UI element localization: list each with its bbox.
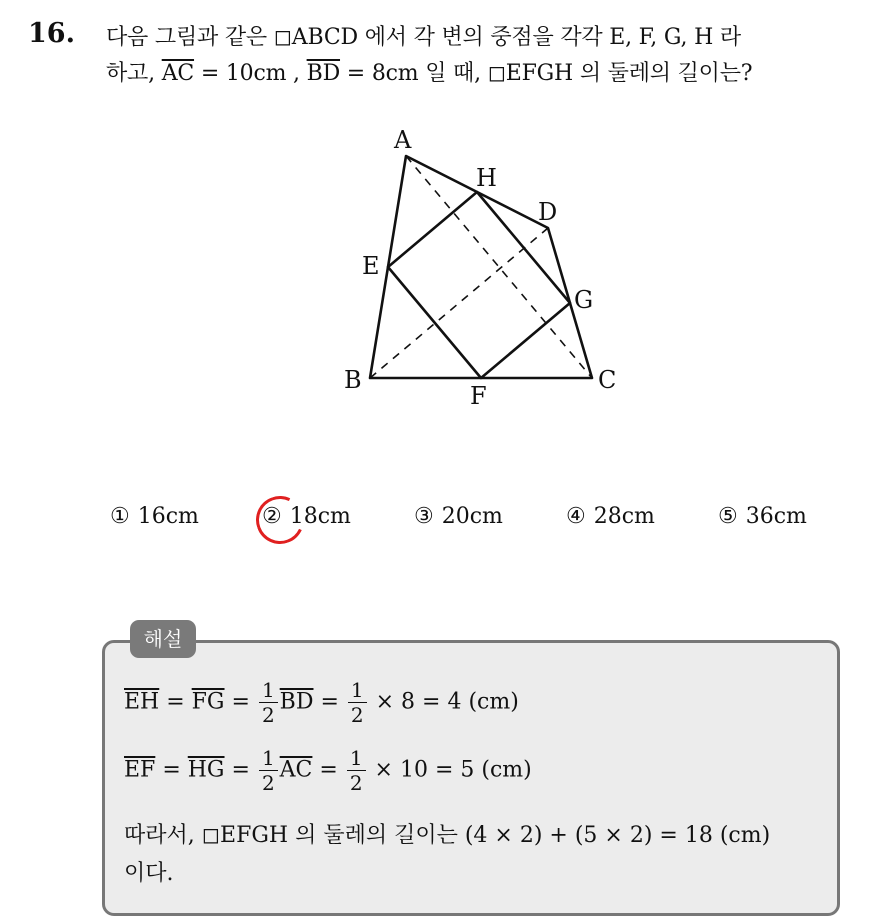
segment-eh: $\overline{EH}$ xyxy=(124,689,160,715)
segment-ac: $\overline{AC}$ xyxy=(161,61,195,86)
choice-text: 18cm xyxy=(289,504,351,529)
fraction-half xyxy=(259,748,278,793)
choice-3[interactable] xyxy=(414,504,503,529)
question-number: 16. xyxy=(28,18,75,49)
label-d: D xyxy=(538,198,558,226)
segment-fg: $\overline{FG}$ xyxy=(191,689,225,715)
label-e: E xyxy=(362,252,380,280)
solution-line-2 xyxy=(124,748,532,793)
numerator: 1 xyxy=(259,680,278,703)
label-a: A xyxy=(394,126,412,154)
segment-hg: $\overline{HG}$ xyxy=(187,757,225,783)
text-segment: = xyxy=(312,757,345,783)
choice-number: ⑤ xyxy=(718,504,738,529)
choice-number: ① xyxy=(110,504,130,529)
text-segment: = xyxy=(224,757,257,783)
label-b: B xyxy=(344,366,362,394)
text-segment: × 8 = 4 (cm) xyxy=(368,689,519,715)
choice-number: ④ xyxy=(566,504,586,529)
answer-mark-circle xyxy=(249,489,311,551)
label-h: H xyxy=(476,164,497,192)
label-c: C xyxy=(598,366,617,394)
denominator: 2 xyxy=(350,703,364,727)
solution-line-1 xyxy=(124,680,519,725)
text-segment: = xyxy=(313,689,346,715)
solution-line-3: 따라서, ◻EFGH 의 둘레의 길이는 (4 × 2) + (5 × 2) = 18 (cm) xyxy=(124,823,771,848)
question-text-line2 xyxy=(106,56,752,87)
segment-bd: $\overline{BD}$ xyxy=(279,689,314,715)
choice-5[interactable] xyxy=(718,504,807,529)
fraction-half xyxy=(347,748,366,793)
choice-number: ② xyxy=(262,504,282,529)
text-segment: = xyxy=(155,757,188,783)
text-segment: = 8cm 일 때, ◻EFGH 의 둘레의 길이는? xyxy=(340,61,753,86)
label-f: F xyxy=(470,382,487,410)
label-g: G xyxy=(574,286,594,314)
quadrilateral-figure xyxy=(330,120,630,420)
text-segment: 하고, xyxy=(106,61,162,86)
choice-1[interactable] xyxy=(110,504,199,529)
choice-text: 20cm xyxy=(441,504,503,529)
fraction-half xyxy=(259,680,278,725)
segment-bd: $\overline{BD}$ xyxy=(306,61,341,86)
text-segment: = xyxy=(224,689,257,715)
choice-2[interactable] xyxy=(262,504,351,529)
solution-tab: 해설 xyxy=(130,620,196,658)
text-segment: = 10cm , xyxy=(194,61,307,86)
numerator: 1 xyxy=(348,680,367,703)
diagonal-bd xyxy=(370,228,548,378)
numerator: 1 xyxy=(347,748,366,771)
segment-ef: $\overline{EF}$ xyxy=(124,757,156,783)
denominator: 2 xyxy=(261,771,275,795)
numerator: 1 xyxy=(259,748,278,771)
question-text-line1: 다음 그림과 같은 ◻ABCD 에서 각 변의 중점을 각각 E, F, G, H 라 xyxy=(106,25,741,50)
choice-text: 28cm xyxy=(593,504,655,529)
choice-text: 36cm xyxy=(745,504,807,529)
choice-4[interactable] xyxy=(566,504,655,529)
choice-text: 16cm xyxy=(137,504,199,529)
denominator: 2 xyxy=(261,703,275,727)
text-segment: × 10 = 5 (cm) xyxy=(367,757,532,783)
text-segment: = xyxy=(159,689,192,715)
solution-line-4: 이다. xyxy=(124,861,174,886)
diagonal-ac xyxy=(406,156,592,378)
fraction-half xyxy=(348,680,367,725)
choice-number: ③ xyxy=(414,504,434,529)
denominator: 2 xyxy=(349,771,363,795)
answer-choices xyxy=(110,504,830,544)
segment-ac: $\overline{AC}$ xyxy=(279,757,313,783)
